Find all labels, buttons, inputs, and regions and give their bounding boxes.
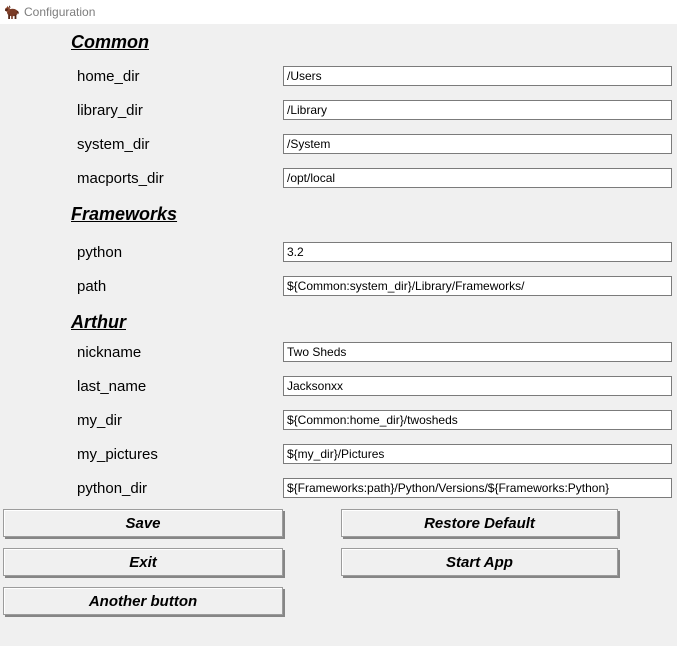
start-app-button[interactable]: Start App	[341, 548, 618, 576]
exit-button[interactable]: Exit	[3, 548, 283, 576]
section-header-common: Common	[71, 32, 149, 52]
path-label: path	[77, 278, 107, 295]
nickname-label: nickname	[77, 344, 142, 361]
library_dir-label: library_dir	[77, 102, 143, 119]
my_pictures-input[interactable]	[283, 444, 672, 464]
python_dir-label: python_dir	[77, 480, 148, 497]
nickname-input[interactable]	[283, 342, 672, 362]
home_dir-input[interactable]	[283, 66, 672, 86]
my_pictures-label: my_pictures	[77, 446, 158, 463]
another-button[interactable]: Another button	[3, 587, 283, 615]
my_dir-label: my_dir	[77, 412, 123, 429]
window-title: Configuration	[24, 5, 96, 19]
python_dir-input[interactable]	[283, 478, 672, 498]
section-header-frameworks: Frameworks	[71, 204, 178, 224]
python-label: python	[77, 244, 123, 261]
home_dir-label: home_dir	[77, 68, 140, 85]
macports_dir-label: macports_dir	[77, 170, 164, 187]
horse-icon	[4, 4, 20, 20]
path-input[interactable]	[283, 276, 672, 296]
library_dir-input[interactable]	[283, 100, 672, 120]
title-bar[interactable]	[0, 0, 677, 24]
system_dir-label: system_dir	[77, 136, 150, 153]
my_dir-input[interactable]	[283, 410, 672, 430]
python-input[interactable]	[283, 242, 672, 262]
restore-default-button[interactable]: Restore Default	[341, 509, 618, 537]
last_name-input[interactable]	[283, 376, 672, 396]
macports_dir-input[interactable]	[283, 168, 672, 188]
section-header-arthur: Arthur	[71, 312, 126, 332]
save-button[interactable]: Save	[3, 509, 283, 537]
last_name-label: last_name	[77, 378, 147, 395]
system_dir-input[interactable]	[283, 134, 672, 154]
